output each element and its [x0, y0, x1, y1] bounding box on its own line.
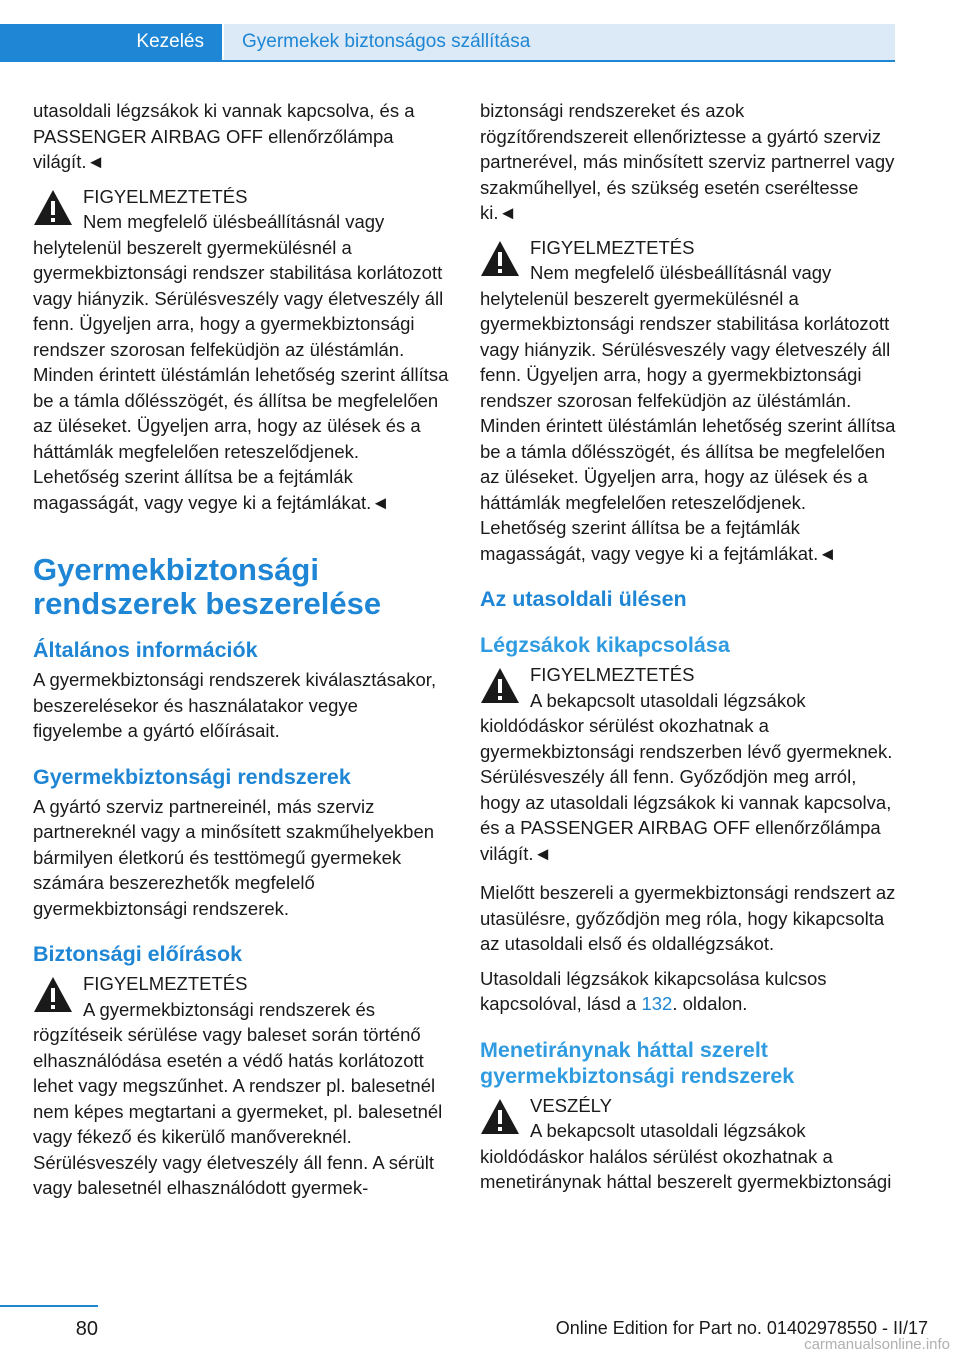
warning-title: FIGYELMEZTETÉS	[530, 236, 695, 258]
warning-text: Nem megfelelő ülésbeállításnál vagy helytelenül beszerelt gyermekülésnél a gyermekbiztonsági rendszer stabilitása korlátozott vagy hiányzik. Sérülésveszély vagy életveszély áll fenn. Ügyeljen arra, hogy a gyermekbiztonsági rendszer szorosan felfeküdjön az üléstámlán. Minden érintett üléstámlán lehetőség szerint állítsa be a támla dőlésszögét, és állítsa be megfelelően az üléseket. Ügyeljen arra, hogy az ülések és a háttámlák megfelelően reteszelődjenek. Lehetőség szerint állítsa be a fejtámlák magasságát, vagy vegye ki a fejtámlákat.◄	[480, 262, 896, 564]
subheading-systems: Gyermekbiztonsági rendszerek	[33, 764, 351, 789]
warning-block	[480, 662, 896, 866]
edition-note: Online Edition for Part no. 01402978550 - II/17	[555, 1318, 928, 1338]
key-switch-paragraph	[480, 966, 896, 1017]
section-tab: Kezelés	[0, 24, 222, 60]
section-heading: Gyermekbiztonsági rendszerek beszerelése	[33, 552, 382, 621]
key-switch-text: Utasoldali légzsákok kikapcsolása kulcsos kapcsolóval, lásd a	[480, 967, 827, 1014]
general-paragraph: A gyermekbiztonsági rendszerek kiválasztásakor, beszerelésekor és használatakor vegye figyelembe a gyártó előírásait.	[33, 669, 437, 741]
intro-paragraph: utasoldali légzsákok ki vannak kapcsolva, és a PASSENGER AIRBAG OFF ellenőrzőlámpa világít.◄	[33, 100, 415, 172]
subheading-general: Általános információk	[33, 638, 258, 662]
header-divider	[0, 60, 895, 62]
subheading-rear-facing: Menetiránynak háttal szerelt gyermekbiztonsági rendszerek	[480, 1037, 795, 1088]
warning-block	[33, 184, 449, 516]
warning-icon	[480, 239, 520, 279]
watermark: carmanualsonline.info	[804, 1336, 950, 1353]
danger-text: A bekapcsolt utasoldali légzsákok kioldódáskor halálos sérülést okozhatnak a menetiránynak háttal beszerelt gyermekbiztonsági	[480, 1120, 892, 1192]
footer-divider	[0, 1305, 98, 1307]
warning-block	[480, 235, 896, 567]
systems-paragraph: A gyártó szerviz partnereinél, más szerviz partnereknél vagy a minősített szakműhelyekben bármilyen életkorú és testtömegű gyermekek számára beszerezhetők megfelelő gyermekbiztonsági rendszerek.	[33, 795, 435, 919]
left-column	[33, 98, 449, 1215]
warning-text: Nem megfelelő ülésbeállításnál vagy helytelenül beszerelt gyermekülésnél a gyermekbiztonsági rendszer stabilitása korlátozott vagy hiányzik. Sérülésveszély vagy életveszély áll fenn. Ügyeljen arra, hogy a gyermekbiztonsági rendszer szorosan felfeküdjön az üléstámlán. Minden érintett üléstámlán lehetőség szerint állítsa be a támla dőlésszögét, és állítsa be megfelelően az üléseket. Ügyeljen arra, hogy az ülések és a háttámlák megfelelően reteszelődjenek. Lehetőség szerint állítsa be a fejtámlák magasságát, vagy vegye ki a fejtámlákat.◄	[33, 211, 449, 513]
danger-title: VESZÉLY	[530, 1094, 612, 1116]
before-install-paragraph: Mielőtt beszereli a gyermekbiztonsági rendszert az utasülésre, győződjön meg róla, hogy kikapcsolta az utasoldali első és oldallégzsákot.	[480, 882, 896, 954]
warning-icon	[480, 666, 520, 706]
danger-block	[480, 1093, 896, 1195]
warning-icon	[33, 188, 73, 228]
warning-icon	[480, 1097, 520, 1137]
chapter-tab: Gyermekek biztonságos szállítása	[224, 24, 895, 60]
right-column	[480, 98, 896, 1209]
warning-icon	[33, 975, 73, 1015]
warning-title: FIGYELMEZTETÉS	[83, 973, 248, 994]
subheading-passenger-seat: Az utasoldali ülésen	[480, 587, 687, 611]
subheading-safety: Biztonsági előírások	[33, 942, 243, 966]
page-number: 80	[75, 1318, 98, 1340]
page-reference-link[interactable]: 132	[641, 993, 673, 1014]
continued-paragraph: biztonsági rendszereket és azok rögzítőrendszereit ellenőriztesse a gyártó szerviz partnerével, más minősített szerviz partnerrel vagy szakműhellyel, és szükség esetén cseréltesse ki.◄	[480, 100, 895, 223]
warning-text: A bekapcsolt utasoldali légzsákok kioldódáskor sérülést okozhatnak a gyermekbiztonsági rendszerben lévő gyermeknek. Sérülésveszély áll fenn. Győződjön meg arról, hogy az utasoldali légzsákok ki vannak kapcsolva, és a PASSENGER AIRBAG OFF ellenőrzőlámpa világít.◄	[480, 689, 893, 864]
warning-text: A gyermekbiztonsági rendszerek és rögzítéseik sérülése vagy baleset során történő elhasználódása esetén a védő hatás korlátozott lehet vagy megszűnhet. A rendszer pl. balesetnél nem képes megtartani a gyermeket, pl. balesetnél vagy fékező és kikerülő manővereknél. Sérülésveszély vagy életveszély áll fenn. A sérült vagy balesetnél elhasználódott gyermek-	[33, 998, 443, 1198]
page-header	[0, 24, 895, 62]
warning-title: FIGYELMEZTETÉS	[83, 185, 248, 207]
warning-title: FIGYELMEZTETÉS	[530, 664, 695, 685]
subheading-airbag-off: Légzsákok kikapcsolása	[480, 633, 730, 657]
key-switch-suffix: . oldalon.	[672, 993, 748, 1014]
warning-block	[33, 971, 449, 1201]
